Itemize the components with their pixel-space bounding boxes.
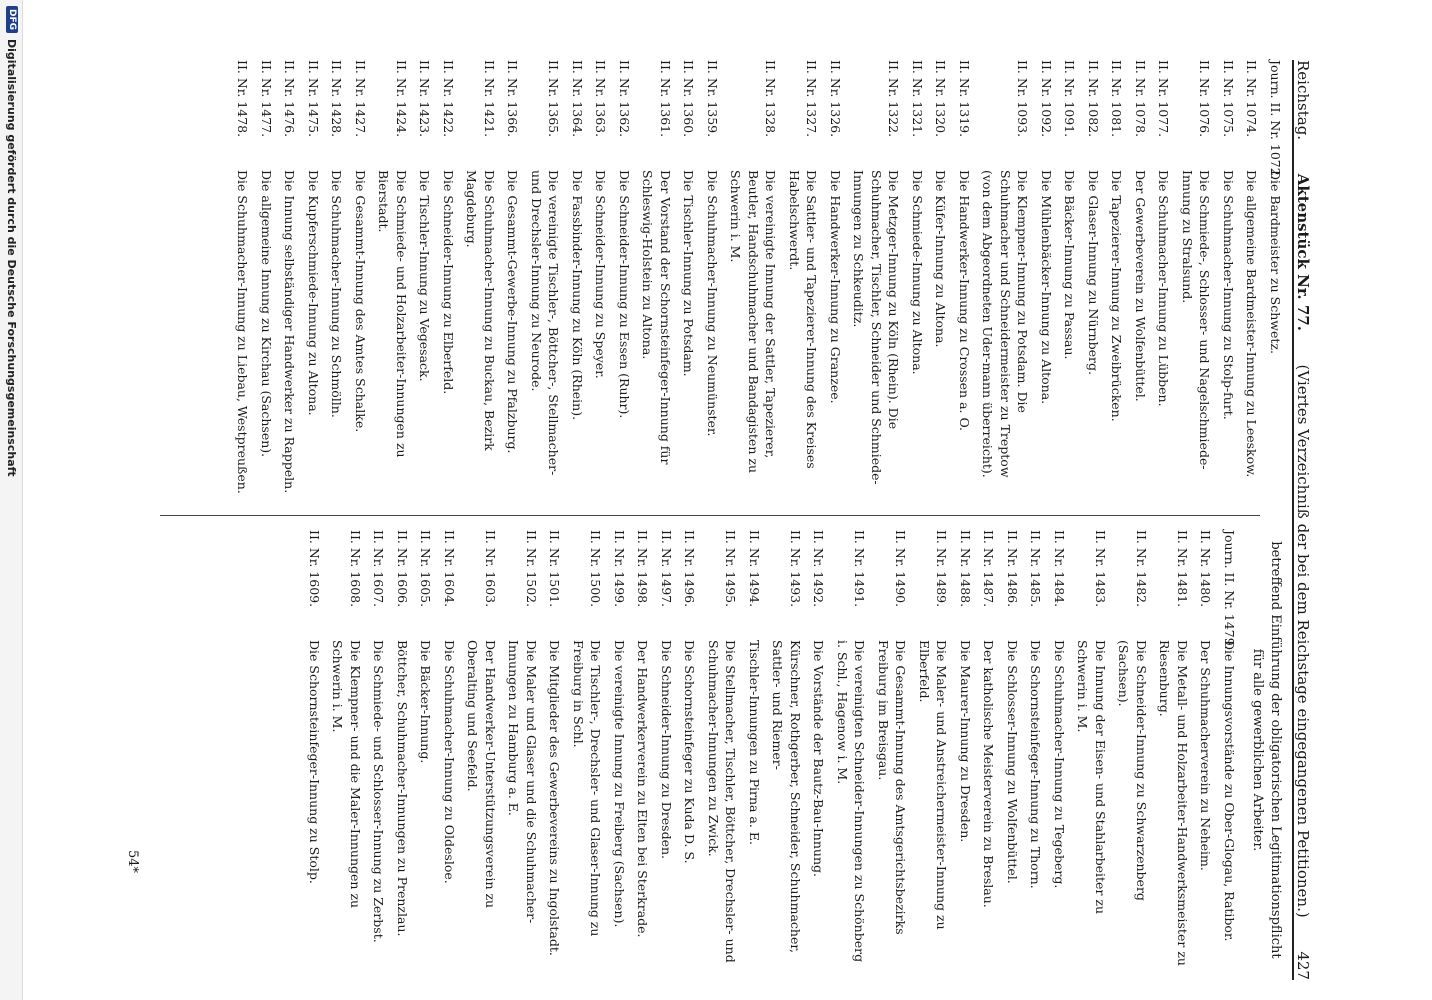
entry-reference: II. Nr. 1500. [588,530,604,608]
entry-reference: II. Nr. 1487. [981,530,997,608]
entry-reference: II. Nr. 1423. [417,60,433,138]
entry-reference: Journ. II. Nr. 1479. [1222,530,1237,650]
entry-reference: II. Nr. 1074. [1244,60,1260,138]
entry-text: Die vereinigte Tischler-, Böttcher-, Stellmacher- und Drechsler-Innung zu Neurode. [529,170,562,476]
petition-entry [1051,530,1069,970]
petition-entry [1220,60,1238,500]
entry-reference: II. Nr. 1076. [1197,60,1213,138]
petition-entry [704,60,722,500]
dfg-logo: DFG [6,6,18,33]
petition-entry [234,60,252,500]
entry-reference: II. Nr. 1093. [1015,60,1031,138]
petition-entry [1108,60,1126,500]
entry-reference: II. Nr. 1360. [681,60,697,138]
entry-text: Die allgemeine Innung zu Kirchau (Sachsen). [259,170,274,458]
entry-reference: II. Nr. 1604. [442,530,457,608]
petition-entry [463,60,498,500]
entry-text: Die Metall- und Holzarbeiter-Handwerksmeister zu Riesenburg. [1157,640,1190,966]
petition-entry [932,60,950,500]
petition-entry [1179,60,1214,500]
entry-text: Die Schmiede- und Schlosser-Innung zu Zerbst. [371,640,387,943]
petition-entry [980,530,998,970]
petition-entry [1197,530,1215,970]
entry-text: Die Vorstände der Bautz-Bau-Innung. [811,640,827,877]
entry-reference: II. Nr. 1488. [958,530,973,608]
entry-text: Die Bäcker-Innung zu Passau. [1062,170,1078,360]
entry-text: Die Schmiede- und Holzarbeiter-Innungen zu Bierstadt. [376,170,409,458]
entry-text: Die Schneider-Innung zu Dresden. [659,640,674,860]
entry-reference: II. Nr. 1364. [570,60,585,138]
entry-text: Der Schuhmacherverein zu Neheim. [1198,640,1214,871]
petition-entry [306,530,324,970]
left-column [228,60,1284,500]
entry-reference: II. Nr. 1424. [394,60,409,138]
petition-entry [875,530,910,970]
entry-reference: II. Nr. 1075. [1221,60,1236,138]
entry-text: Die Bardmeister zu Schwetz. [1268,170,1283,354]
entry-reference: II. Nr. 1366. [505,60,521,138]
entry-text: Die Maler- und Anstreichermeister-Innung zu Elberfeld. [917,640,950,930]
entry-text: Die Gesammt-Innung des Amtsgerichtsbezirks Freiburg im Breisgau. [876,640,909,935]
entry-reference: II. Nr. 1092. [1039,60,1054,138]
petition-entry [258,60,276,500]
petition-entry [1061,60,1079,500]
petition-entry [464,530,499,970]
entry-reference: II. Nr. 1082. [1086,60,1101,138]
entry-reference: II. Nr. 1498. [635,530,651,608]
entry-text: Böttcher, Schuhmacher-Innungen zu Prenzlau. [395,640,410,937]
entry-reference: II. Nr. 1485. [1028,530,1044,608]
petition-entry [746,530,764,970]
petition-entry [916,530,951,970]
entry-text: Die Schneider-Innung zu Schwarzenberg (Sachsen). [1116,640,1149,901]
entry-reference: II. Nr. 1327. [804,60,820,138]
entry-reference: II. Nr. 1494. [747,530,762,608]
petition-entry [658,530,676,970]
document-page [30,60,1320,980]
right-intro: betreffend Einführung der obligatorischen Legitimationspflicht für alle gewerblichen Arbeiter. [1250,541,1283,959]
entry-reference: II. Nr. 1501. [547,530,563,608]
entry-text: Die allgemeine Bardmeister-Innung zu Leeskow. [1244,170,1260,478]
petition-entry [528,60,563,500]
petition-entry [705,530,740,970]
entry-reference: II. Nr. 1483. [1093,530,1108,608]
entry-text: Die Tapezierer-Innung zu Zweibrücken. [1109,170,1125,422]
entry-text: Tischler-Innungen zu Pirna a. E. [747,640,762,845]
entry-reference: II. Nr. 1428. [329,60,345,138]
entry-text: Der Handwerker-Unterstützungsverein zu Oberalting und Seefeld. [465,640,498,909]
petition-entry [834,530,869,970]
entry-text: Die Mühlenbäcker-Innung zu Altona. [1039,170,1054,405]
entry-reference: II. Nr. 1078. [1133,60,1148,138]
digitization-notice: Digitalisierung gefördert durch die Deutsche Forschungsgemeinschaft [5,39,19,477]
entry-reference: II. Nr. 1477. [259,60,274,138]
entry-reference: II. Nr. 1495. [723,530,739,608]
entry-reference: II. Nr. 1502. [524,530,539,608]
petition-entry [592,60,610,500]
petition-entry [810,530,828,970]
entry-reference: II. Nr. 1363. [593,60,609,138]
header-subtitle: (Viertes Verzeichniß der bei dem Reichstage eingegangenen Petitionen.) [1294,364,1312,918]
entry-text: Die Schuhmacher-Innung zu Neumünster. [705,170,720,437]
petition-entry [1115,530,1150,970]
entry-reference: II. Nr. 1497. [659,530,674,608]
entry-reference: II. Nr. 1607. [371,530,387,608]
entry-text: Die Stellmacher, Tischler, Böttcher, Drechsler- und Schuhmacher-Innungen zu Zwick. [706,640,739,963]
petition-entry [1156,530,1191,970]
petition-entry [639,60,674,500]
entry-text: Die Schuhmacher-Innung zu Stolp-furt. [1221,170,1236,420]
entry-reference: II. Nr. 1480. [1198,530,1214,608]
entry-text: Die Sattler- und Tapezierer-Innung des Kreises Habelschwerdt. [787,170,820,469]
entry-reference: II. Nr. 1492. [811,530,827,608]
petition-entry [1132,60,1150,500]
entry-text: Die Innung der Eisen- und Stahlarbeiter zu Schwerin i. M. [1075,640,1108,915]
signature-mark: 54* [125,850,140,874]
petition-entry [1074,530,1109,970]
petition-entry [1267,60,1285,500]
entry-text: Die Schmiede-, Schlosser- und Nagelschmiede-Innung zu Stralsund. [1180,170,1213,470]
entry-reference: II. Nr. 1081. [1109,60,1125,138]
petition-entry [569,60,587,500]
petition-entry [786,60,821,500]
petition-entry [328,60,346,500]
entry-reference: II. Nr. 1489. [934,530,950,608]
entry-text: Die Maler und Glaser und die Schuhmacher-Innungen zu Hamburg a. E. [506,640,539,924]
page-number: 427 [1294,951,1312,980]
petition-entry [504,60,522,500]
petition-entry [680,60,698,500]
entry-text: Die vereinigte Innung zu Freiberg (Sachsen). [612,640,627,928]
entry-text: Die Schmiede-Innung zu Altona. [910,170,925,375]
entry-text: Die Tischler-Innung zu Vegesack. [417,170,433,382]
entry-reference: II. Nr. 1328. [763,60,779,138]
petition-entry [1038,60,1056,500]
entry-text: Die Bäcker-Innung. [418,640,434,764]
entry-text: Die Glaser-Innung zu Nürnberg. [1086,170,1101,375]
petition-entry [727,60,780,500]
entry-text: Die Küfer-Innung zu Altona. [933,170,949,348]
column-divider [160,515,1260,516]
petition-entry [616,60,634,500]
entry-reference: II. Nr. 1491. [852,530,868,608]
entry-reference: II. Nr. 1475. [306,60,321,138]
entry-reference: II. Nr. 1484. [1052,530,1067,608]
entry-text: Die Innung selbständiger Handwerker zu Rappeln. [282,170,298,494]
entry-reference: II. Nr. 1482. [1134,530,1149,608]
entry-reference: Journ. II. Nr. 1072. [1268,60,1283,180]
entry-reference: II. Nr. 1421. [482,60,497,138]
entry-text: Die Schornsteinfeger-Innung zu Thorn. [1028,640,1044,889]
petition-entry [352,60,370,500]
entry-text: Die Schuhmacher-Innung zu Lübben. [1156,170,1172,407]
entry-text: Die Schuhmacher-Innung zu Schmölln. [329,170,345,418]
petition-entry [957,530,975,970]
entry-text: Die Innungsvorstände zu Ober-Glogau, Ratibor. [1222,640,1237,942]
entry-text: Die Handwerker-Innung zu Granzee. [828,170,843,404]
entry-text: Die Schuhmacher-Innung zu Liebau, Westpreußen. [235,170,251,494]
entry-reference: II. Nr. 1606. [395,530,410,608]
entry-text: Die Kupferschmiede-Innung zu Altona. [306,170,321,416]
petition-entry [850,60,903,500]
petition-entry [681,530,699,970]
entry-text: Die Schornsteinfeger zu Kuda D. S. [682,640,698,864]
entry-reference: II. Nr. 1603. [483,530,498,608]
entry-reference: II. Nr. 1365. [546,60,562,138]
entry-text: Der Vorstand der Schornsteinfeger-Innung für Schleswig-Holstein zu Altona. [640,170,673,465]
entry-text: Die vereinigten Schneider-Innungen zu Schönberg i. Schl., Hagenow i. M. [835,640,868,963]
petition-entry [505,530,540,970]
petition-entry [417,530,435,970]
petition-entry [909,60,927,500]
entry-text: Die vereinigte Innung der Sattler, Tapezierer, Beutler, Handschuhmacher und Bandagisten zu Schwerin i. M. [728,170,779,473]
petition-entry [1243,60,1261,500]
petition-entry [305,60,323,500]
petition-entry [441,530,459,970]
entry-text: Die Schneider-Innung zu Essen (Ruhr). [617,170,632,419]
entry-text: Der katholische Meisterverein zu Breslau. [981,640,997,908]
petition-entry [416,60,434,500]
petition-entry [827,60,845,500]
entry-reference: II. Nr. 1321. [910,60,925,138]
entry-text: Die Handwerker-Innung zu Crossen a. O. [957,170,972,431]
petition-entry [440,60,458,500]
entry-reference: II. Nr. 1499. [612,530,627,608]
right-column [300,530,1285,970]
entry-reference: II. Nr. 1605. [418,530,434,608]
entry-text: Die Klempner- und die Maler-Innungen zu Schwerin i. M. [330,640,363,909]
entry-text: Die Schneider-Innung zu Speyer. [593,170,609,379]
entry-reference: II. Nr. 1476. [282,60,298,138]
petition-entry [394,530,412,970]
entry-reference: II. Nr. 1481. [1175,530,1190,608]
header-reichstag: Reichstag. [1294,60,1312,141]
entry-reference: II. Nr. 1608. [348,530,363,608]
entry-text: Die Schuhmacher-Innung zu Oldesloe. [442,640,457,884]
entry-reference: II. Nr. 1091. [1062,60,1078,138]
entry-reference: II. Nr. 1422. [441,60,456,138]
entry-text: Die Schuhmacher-Innung zu Tegeberg. [1052,640,1067,889]
petition-entry [611,530,629,970]
entry-text: Die Schneider-Innung zu Elberfeld. [441,170,456,395]
entry-text: Die Mitglieder des Gewerbevereins zu Ingolstadt. [547,640,563,956]
entry-reference: II. Nr. 1490. [893,530,909,608]
entry-reference: II. Nr. 1322. [886,60,902,138]
entry-reference: II. Nr. 1359. [705,60,720,138]
entry-reference: II. Nr. 1361. [658,60,673,138]
digitization-strip [0,0,23,1000]
petition-entry [570,530,605,970]
petition-entry [370,530,388,970]
entry-reference: II. Nr. 1427. [353,60,368,138]
entry-text: Kürschner, Rothgerber, Schneider, Schuhmacher, Sattler- und Riemer- [770,640,803,953]
entry-text: Der Handwerkerverein zu Elten bei Sterkrade. [635,640,651,938]
page-header [1292,60,1320,980]
entry-text: Die Maurer-Innung zu Dresden. [958,640,973,843]
entry-text: Die Tischler-, Drechsler- und Glaser-Innung zu Freiburg in Schl. [571,640,604,937]
entry-reference: II. Nr. 1478. [235,60,251,138]
entry-reference: II. Nr. 1496. [682,530,698,608]
entry-reference: II. Nr. 1486. [1005,530,1020,608]
petition-entry [769,530,804,970]
entry-text: Die Metzger-Innung zu Köln (Rhein). Die Schuhmacher, Tischler, Schneider und Schmiede-Innungen zu Schkeuditz. [851,170,902,485]
entry-reference: II. Nr. 1320. [933,60,949,138]
entry-reference: II. Nr. 1326. [828,60,843,138]
petition-entry [546,530,564,970]
entry-text: Die Schornsteinfeger-Innung zu Stolp. [307,640,322,884]
entry-text: Die Fassbinder-Innung zu Köln (Rhein). [570,170,585,421]
entry-text: Die Schuhmacher-Innung zu Buckau, Bezirk Magdeburg. [464,170,497,451]
entry-text: Die Schlosser-Innung zu Wolfenbüttel. [1005,640,1020,884]
entry-reference: II. Nr. 1077. [1156,60,1172,138]
entry-reference: II. Nr. 1319. [957,60,972,138]
petition-entry [1027,530,1045,970]
petition-entry [329,530,364,970]
petition-entry [634,530,652,970]
petition-entry [1004,530,1022,970]
entry-reference: II. Nr. 1493. [788,530,803,608]
entry-text: Die Klempner-Innung zu Potsdam. Die Schuhmacher und Schneidermeister zu Treptow (von dem Abgeordneten Uder-mann überreicht). [980,170,1031,478]
petition-entry [281,60,299,500]
petition-entry [1155,60,1173,500]
entry-text: Die Tischler-Innung zu Potsdam. [681,170,697,377]
petition-entry [1221,530,1239,970]
petition-entry [979,60,1032,500]
petition-entry [1085,60,1103,500]
entry-reference: II. Nr. 1362. [617,60,632,138]
entry-text: Der Gewerbeverein zu Wolfenbüttel. [1133,170,1148,402]
entry-text: Die Gesammt-Gewerbe-Innung zu Pfalzburg. [505,170,521,454]
petition-entry [956,60,974,500]
petition-entry [375,60,410,500]
entry-text: Die Gesammt-Innung des Amtes Schalke. [353,170,368,433]
header-title: Aktenstück Nr. 77. [1294,173,1312,331]
entry-reference: II. Nr. 1609. [307,530,322,608]
